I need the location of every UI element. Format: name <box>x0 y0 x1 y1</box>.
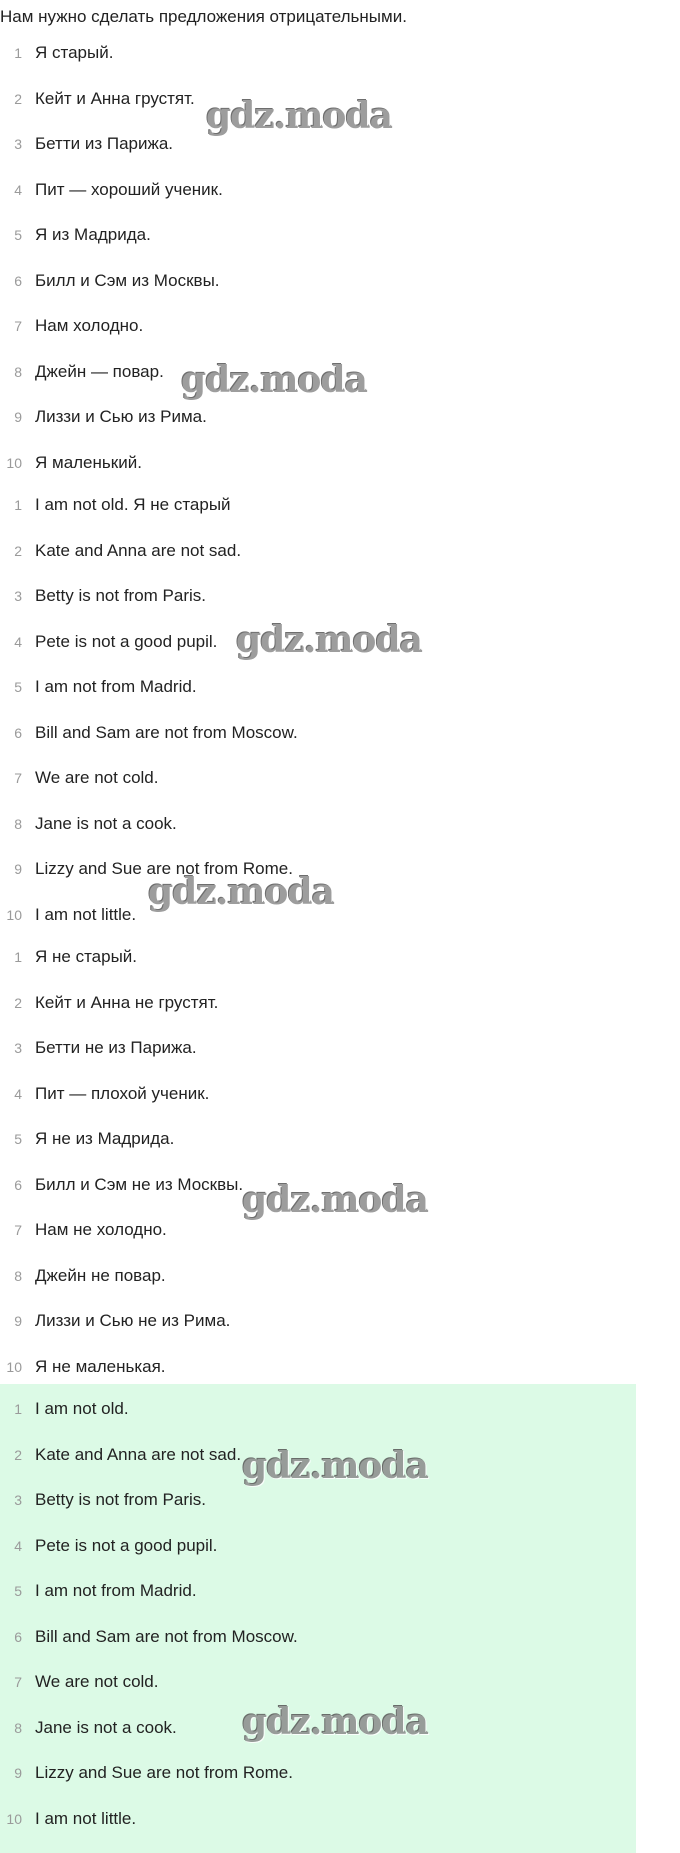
item-number: 5 <box>14 1583 22 1599</box>
list-item <box>0 450 636 476</box>
list-item <box>0 1172 636 1198</box>
item-text: We are not cold. <box>35 768 159 787</box>
list-item <box>0 1578 636 1604</box>
item-text: Я не из Мадрида. <box>35 1129 175 1148</box>
item-number: 5 <box>14 1131 22 1147</box>
item-number: 1 <box>14 1401 22 1417</box>
item-text: Betty is not from Paris. <box>35 1490 206 1509</box>
item-text: Бетти не из Парижа. <box>35 1038 197 1057</box>
intro-text: Нам нужно сделать предложения отрицательными. <box>0 7 407 26</box>
item-text: Jane is not a cook. <box>35 1717 177 1737</box>
item-number: 6 <box>14 724 22 741</box>
list-item <box>0 177 636 203</box>
item-number: 2 <box>14 994 22 1011</box>
item-text: Джейн не повар. <box>35 1265 166 1285</box>
watermark-logo: gdz.moda <box>148 871 334 913</box>
item-text: Билл и Сэм из Москвы. <box>35 270 220 290</box>
answer-block-2 <box>0 492 636 947</box>
list-item <box>0 1396 636 1422</box>
list-item <box>0 1624 636 1650</box>
item-number: 6 <box>14 1176 22 1193</box>
item-number: 7 <box>14 1674 22 1690</box>
watermark-logo: gdz.moda <box>181 359 367 401</box>
list-item <box>0 268 636 294</box>
item-number: 9 <box>14 861 22 877</box>
list-item <box>0 359 636 385</box>
item-number: 8 <box>14 815 22 832</box>
item-text: Я старый. <box>35 43 114 62</box>
list-item <box>0 674 636 700</box>
list-item <box>0 404 636 430</box>
list-item <box>0 1217 636 1243</box>
item-text: Пит — плохой ученик. <box>35 1083 210 1103</box>
item-number: 9 <box>14 1765 22 1781</box>
list-item <box>0 222 636 248</box>
watermark-logo: gdz.moda <box>206 95 392 137</box>
list-item <box>0 131 636 157</box>
item-text: Lizzy and Sue are not from Rome. <box>35 1763 293 1782</box>
item-text: Pete is not a good pupil. <box>35 631 218 651</box>
item-number: 8 <box>14 363 22 380</box>
list-item <box>0 1760 636 1786</box>
item-number: 6 <box>14 272 22 289</box>
item-number: 2 <box>14 542 22 559</box>
item-text: Я маленький. <box>35 452 142 472</box>
item-text: Bill and Sam are not from Moscow. <box>35 1626 298 1646</box>
list-item <box>0 1533 636 1559</box>
list-item <box>0 856 636 882</box>
list-item <box>0 1669 636 1695</box>
item-number: 10 <box>6 1810 22 1827</box>
list-item <box>0 1126 636 1152</box>
item-number: 1 <box>14 497 22 513</box>
item-text: I am not from Madrid. <box>35 677 197 696</box>
item-text: Я не маленькая. <box>35 1356 166 1376</box>
item-text: Lizzy and Sue are not from Rome. <box>35 859 293 878</box>
answer-block-3 <box>0 944 636 1399</box>
item-number: 7 <box>14 1222 22 1238</box>
item-text: Лиззи и Сью из Рима. <box>35 407 207 426</box>
item-number: 4 <box>14 181 22 198</box>
item-text: Bill and Sam are not from Moscow. <box>35 722 298 742</box>
list-item <box>0 902 636 928</box>
item-text: Нам не холодно. <box>35 1220 167 1239</box>
item-number: 10 <box>6 1358 22 1375</box>
item-text: We are not cold. <box>35 1672 159 1691</box>
list-item <box>0 538 636 564</box>
item-text: Кейт и Анна не грустят. <box>35 992 219 1012</box>
list-item <box>0 811 636 837</box>
list-item <box>0 1715 636 1741</box>
item-number: 3 <box>14 588 22 604</box>
list-item <box>0 1487 636 1513</box>
answer-block-4 <box>0 1384 636 1853</box>
item-number: 10 <box>6 906 22 923</box>
item-number: 4 <box>14 633 22 650</box>
item-text: Kate and Anna are not sad. <box>35 1444 242 1464</box>
list-item <box>0 86 636 112</box>
item-text: Джейн — повар. <box>35 361 164 381</box>
watermark-logo: gdz.moda <box>236 619 422 661</box>
item-text: Кейт и Анна грустят. <box>35 88 195 108</box>
item-number: 10 <box>6 454 22 471</box>
list-item <box>0 40 636 66</box>
list-item <box>0 1081 636 1107</box>
item-text: Kate and Anna are not sad. <box>35 540 242 560</box>
item-text: I am not from Madrid. <box>35 1581 197 1600</box>
item-number: 4 <box>14 1085 22 1102</box>
item-number: 5 <box>14 227 22 243</box>
item-number: 5 <box>14 679 22 695</box>
list-item <box>0 583 636 609</box>
answer-block-1 <box>0 40 636 495</box>
watermark-logo: gdz.moda <box>242 1701 428 1743</box>
item-number: 8 <box>14 1267 22 1284</box>
item-number: 1 <box>14 949 22 965</box>
item-text: Билл и Сэм не из Москвы. <box>35 1174 244 1194</box>
list-item <box>0 629 636 655</box>
item-text: I am not little. <box>35 1808 137 1828</box>
item-text: I am not little. <box>35 904 137 924</box>
item-text: I am not old. <box>35 1399 129 1418</box>
item-number: 2 <box>14 1446 22 1463</box>
item-text: Лиззи и Сью не из Рима. <box>35 1311 231 1330</box>
item-text: Betty is not from Paris. <box>35 586 206 605</box>
item-number: 6 <box>14 1628 22 1645</box>
item-text: Я из Мадрида. <box>35 225 151 244</box>
item-text: Бетти из Парижа. <box>35 134 174 153</box>
item-number: 9 <box>14 409 22 425</box>
item-number: 9 <box>14 1313 22 1329</box>
list-item <box>0 1442 636 1468</box>
list-item <box>0 990 636 1016</box>
watermark-logo: gdz.moda <box>242 1445 428 1487</box>
list-item <box>0 944 636 970</box>
item-number: 3 <box>14 1040 22 1056</box>
item-number: 7 <box>14 318 22 334</box>
list-item <box>0 1263 636 1289</box>
list-item <box>0 313 636 339</box>
item-number: 3 <box>14 136 22 152</box>
item-text: Pete is not a good pupil. <box>35 1535 218 1555</box>
item-number: 3 <box>14 1492 22 1508</box>
item-text: I am not old. Я не старый <box>35 495 231 514</box>
item-text: Нам холодно. <box>35 316 144 335</box>
list-item <box>0 1308 636 1334</box>
item-number: 1 <box>14 45 22 61</box>
item-number: 8 <box>14 1719 22 1736</box>
list-item <box>0 1806 636 1832</box>
item-number: 2 <box>14 90 22 107</box>
watermark-logo: gdz.moda <box>242 1179 428 1221</box>
list-item <box>0 765 636 791</box>
list-item <box>0 1035 636 1061</box>
item-text: Jane is not a cook. <box>35 813 177 833</box>
item-text: Я не старый. <box>35 947 138 966</box>
list-item <box>0 1354 636 1380</box>
item-number: 7 <box>14 770 22 786</box>
list-item <box>0 720 636 746</box>
list-item <box>0 492 636 518</box>
item-number: 4 <box>14 1537 22 1554</box>
item-text: Пит — хороший ученик. <box>35 179 223 199</box>
